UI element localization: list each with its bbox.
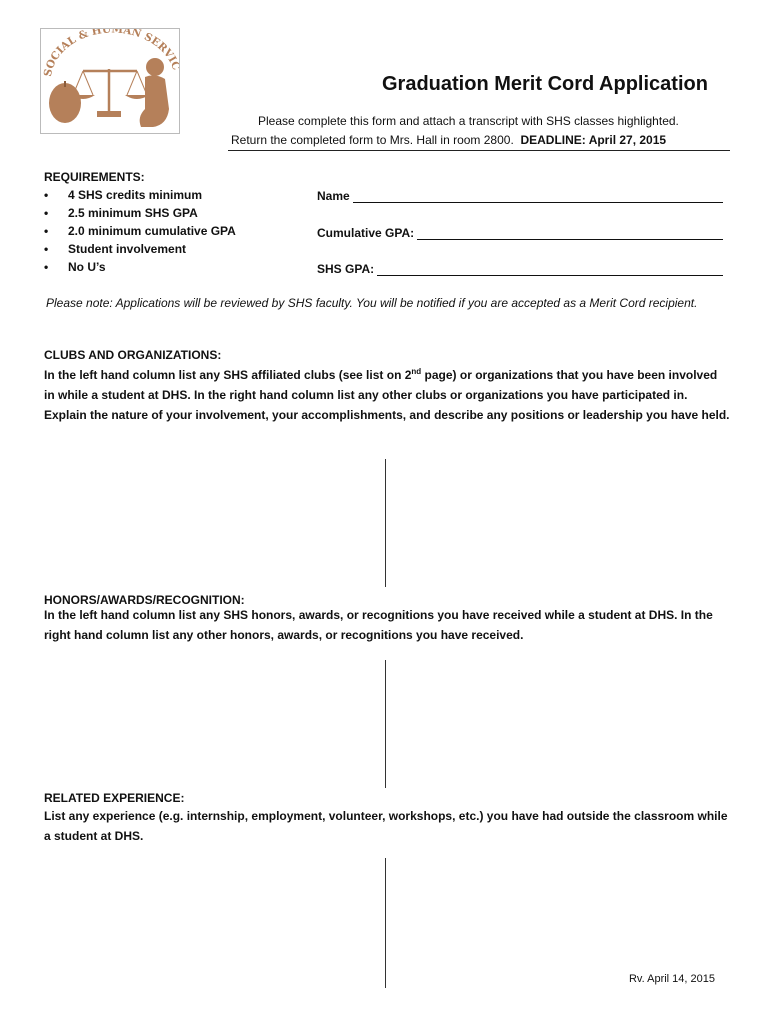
clubs-heading: CLUBS AND ORGANIZATIONS: [44,348,222,362]
bullet-icon: • [44,260,49,274]
page-title: Graduation Merit Cord Application [382,73,708,95]
requirement-text: 2.0 minimum cumulative GPA [68,224,236,238]
honors-column-divider [385,660,386,788]
experience-column-divider [385,858,386,988]
shs-gpa-input-line[interactable] [377,261,723,276]
clubs-text-end: page) or organizations that you have been involved in while a student at DHS. In the right hand column list any other clubs or organizations you have participated in. Explain the nature of your involvement, your accomplishments, and describe any positions or leadership you have held. [44,368,730,422]
honors-heading: HONORS/AWARDS/RECOGNITION: [44,593,245,607]
instruction-line-1: Please complete this form and attach a transcript with SHS classes highlighted. [258,114,679,128]
requirement-text: Student involvement [68,242,187,256]
cumulative-gpa-input-line[interactable] [417,225,723,240]
experience-heading: RELATED EXPERIENCE: [44,791,185,805]
requirement-text: No U’s [68,260,106,274]
requirements-section [44,168,304,276]
requirement-item [44,222,304,240]
requirement-text: 2.5 minimum SHS GPA [68,206,198,220]
name-input-line[interactable] [353,188,723,203]
bullet-icon: • [44,188,49,202]
deadline: DEADLINE: April 27, 2015 [520,133,667,147]
requirements-heading: REQUIREMENTS: [44,170,145,184]
shs-gpa-field[interactable] [317,261,723,276]
name-label: Name [317,189,350,203]
shs-gpa-label: SHS GPA: [317,262,375,276]
experience-instructions: List any experience (e.g. internship, employment, volunteer, workshops, etc.) you have had outside the classroom while a student at DHS. [44,809,728,843]
requirement-item [44,258,304,276]
bullet-icon: • [44,224,49,238]
clubs-text-superscript: nd [411,367,422,376]
instruction-line-2 [231,133,666,147]
cumulative-gpa-field[interactable] [317,225,723,240]
header-divider [228,150,730,151]
logo-text: SOCIAL & HUMAN SERVI [41,29,179,78]
revision-date: Rv. April 14, 2015 [628,973,715,985]
return-instruction: Return the completed form to Mrs. Hall in room 2800. [231,133,514,147]
name-field[interactable] [317,188,723,203]
requirement-item [44,186,304,204]
honors-instructions: In the left hand column list any SHS honors, awards, or recognitions you have received while a student at DHS. In the right hand column list any other honors, awards, or recognitions you have received. [44,608,713,642]
bullet-icon: • [44,242,49,256]
review-note: Please note: Applications will be reviewed by SHS faculty. You will be notified if you are accepted as a Merit Cord recipient. [46,296,698,310]
requirement-text: 4 SHS credits minimum [68,188,203,202]
logo [40,28,180,134]
requirement-item [44,240,304,258]
clubs-column-divider [385,459,386,587]
clubs-instructions [44,362,730,425]
cumulative-gpa-label: Cumulative GPA: [317,226,415,240]
requirement-item [44,204,304,222]
social-human-services-logo-icon [41,29,179,133]
bullet-icon: • [44,206,49,220]
clubs-text-start: In the left hand column list any SHS affiliated clubs (see list on 2 [44,368,412,382]
